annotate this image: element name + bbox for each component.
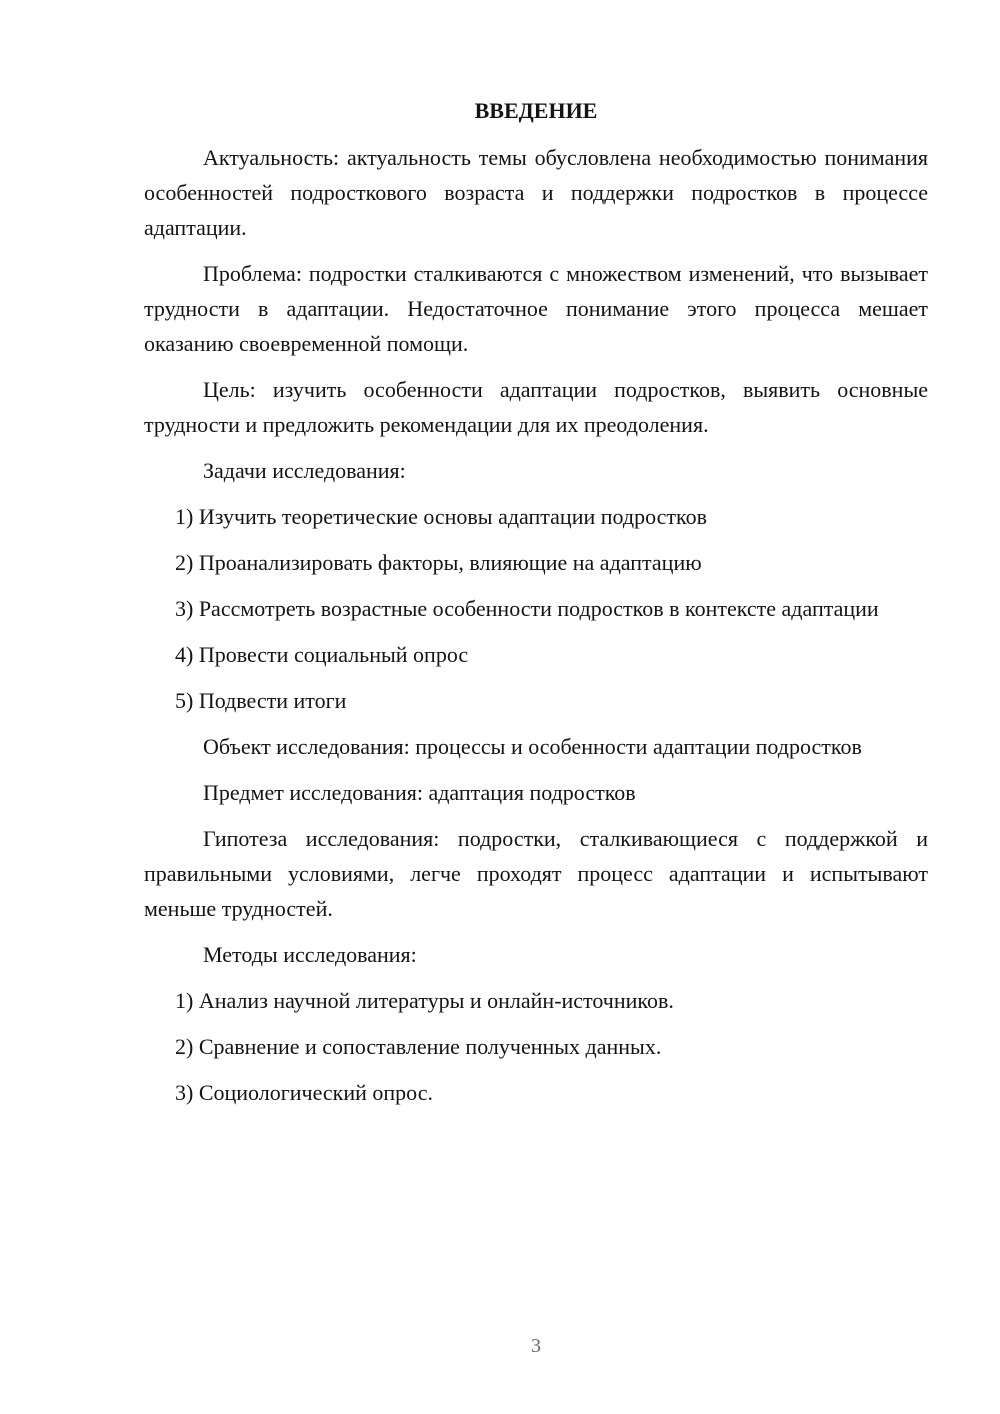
object-paragraph: Объект исследования: процессы и особенности адаптации подростков xyxy=(203,734,862,759)
task-item: 1) Изучить теоретические основы адаптации подростков xyxy=(175,504,707,529)
tasks-heading: Задачи исследования: xyxy=(203,458,406,483)
task-item: 4) Провести социальный опрос xyxy=(175,642,469,667)
task-item: 3) Рассмотреть возрастные особенности подростков в контексте адаптации xyxy=(175,596,879,621)
hypothesis-paragraph: Гипотеза исследования: подростки, сталкивающиеся с поддержкой и правильными условиями, легче проходят процесс адаптации и испытывают меньше трудностей. xyxy=(144,826,928,921)
methods-heading: Методы исследования: xyxy=(203,942,417,967)
page-number: 3 xyxy=(531,1335,541,1357)
method-item: 1) Анализ научной литературы и онлайн-источников. xyxy=(175,988,674,1013)
problem-paragraph: Проблема: подростки сталкиваются с множеством изменений, что вызывает трудности в адаптации. Недостаточное понимание этого процесса мешает оказанию своевременной помощи. xyxy=(144,261,928,356)
page-title: ВВЕДЕНИЕ xyxy=(474,98,598,123)
goal-paragraph: Цель: изучить особенности адаптации подростков, выявить основные трудности и предложить рекомендации для их преодоления. xyxy=(144,377,928,437)
relevance-paragraph: Актуальность: актуальность темы обусловлена необходимостью понимания особенностей подросткового возраста и поддержки подростков в процессе адаптации. xyxy=(144,145,928,240)
task-item: 2) Проанализировать факторы, влияющие на адаптацию xyxy=(175,550,702,575)
task-item: 5) Подвести итоги xyxy=(175,688,347,713)
method-item: 2) Сравнение и сопоставление полученных данных. xyxy=(175,1034,662,1059)
method-item: 3) Социологический опрос. xyxy=(175,1080,433,1105)
subject-paragraph: Предмет исследования: адаптация подростков xyxy=(203,780,636,805)
document-page xyxy=(144,94,928,1121)
